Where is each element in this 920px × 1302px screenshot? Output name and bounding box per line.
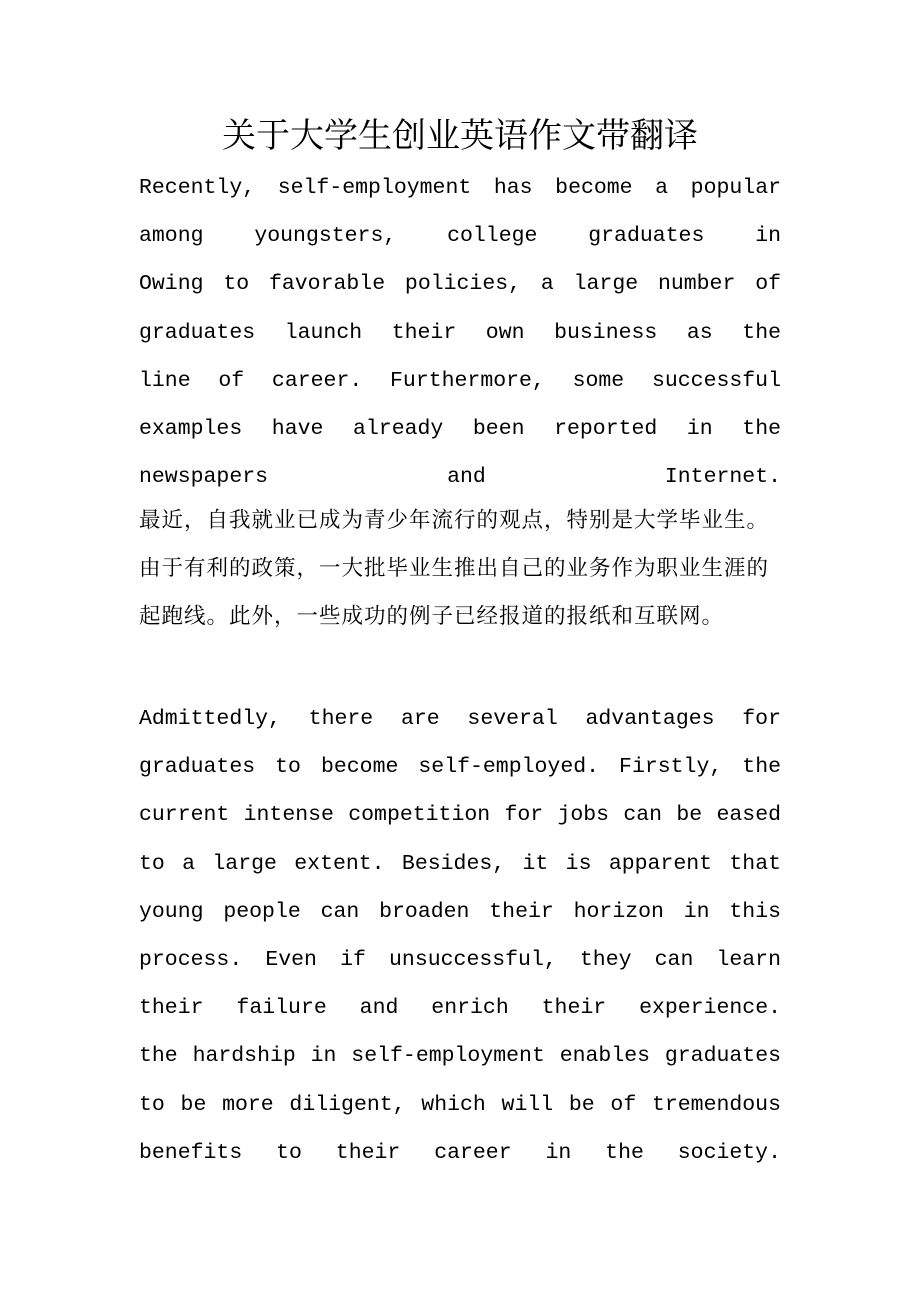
text-line: examples have already been reported in the (139, 416, 781, 441)
text-line: their failure and enrich their experience. (139, 996, 781, 1021)
text-line: Recently, self-employment has become a popular (139, 176, 781, 200)
text-line: to be more diligent, which will be of tremendous (139, 1092, 781, 1117)
text-line: current intense competition for jobs can be eased (139, 803, 781, 828)
text-line: the hardship in self-employment enables graduates (139, 1044, 781, 1069)
text-line: Admittedly, there are several advantages for (139, 707, 781, 731)
text-line: newspapers and Internet. (139, 465, 781, 490)
text-line: process. Even if unsuccessful, they can learn (139, 947, 781, 972)
paragraph-english-2 (139, 695, 781, 1177)
text-line: young people can broaden their horizon in this (139, 899, 781, 924)
text-line: graduates launch their own business as the (139, 320, 781, 345)
text-line: graduates to become self-employed. Firstly, the (139, 755, 781, 780)
paragraph-english-1 (139, 164, 781, 501)
text-line: among youngsters, college graduates in (139, 224, 781, 249)
text-line: line of career. Furthermore, some successful (139, 368, 781, 393)
text-line: to a large extent. Besides, it is apparent that (139, 851, 781, 876)
text-line: benefits to their career in the society. (139, 1140, 781, 1165)
text-line: Owing to favorable policies, a large number of (139, 272, 781, 297)
paragraph-chinese-translation: 最近，自我就业已成为青少年流行的观点，特别是大学毕业生。由于有利的政策，一大批毕业生推出自己的业务作为职业生涯的起跑线。此外，一些成功的例子已经报道的报纸和互联网。 (139, 508, 770, 629)
document-title: 关于大学生创业英语作文带翻译 (222, 116, 698, 156)
